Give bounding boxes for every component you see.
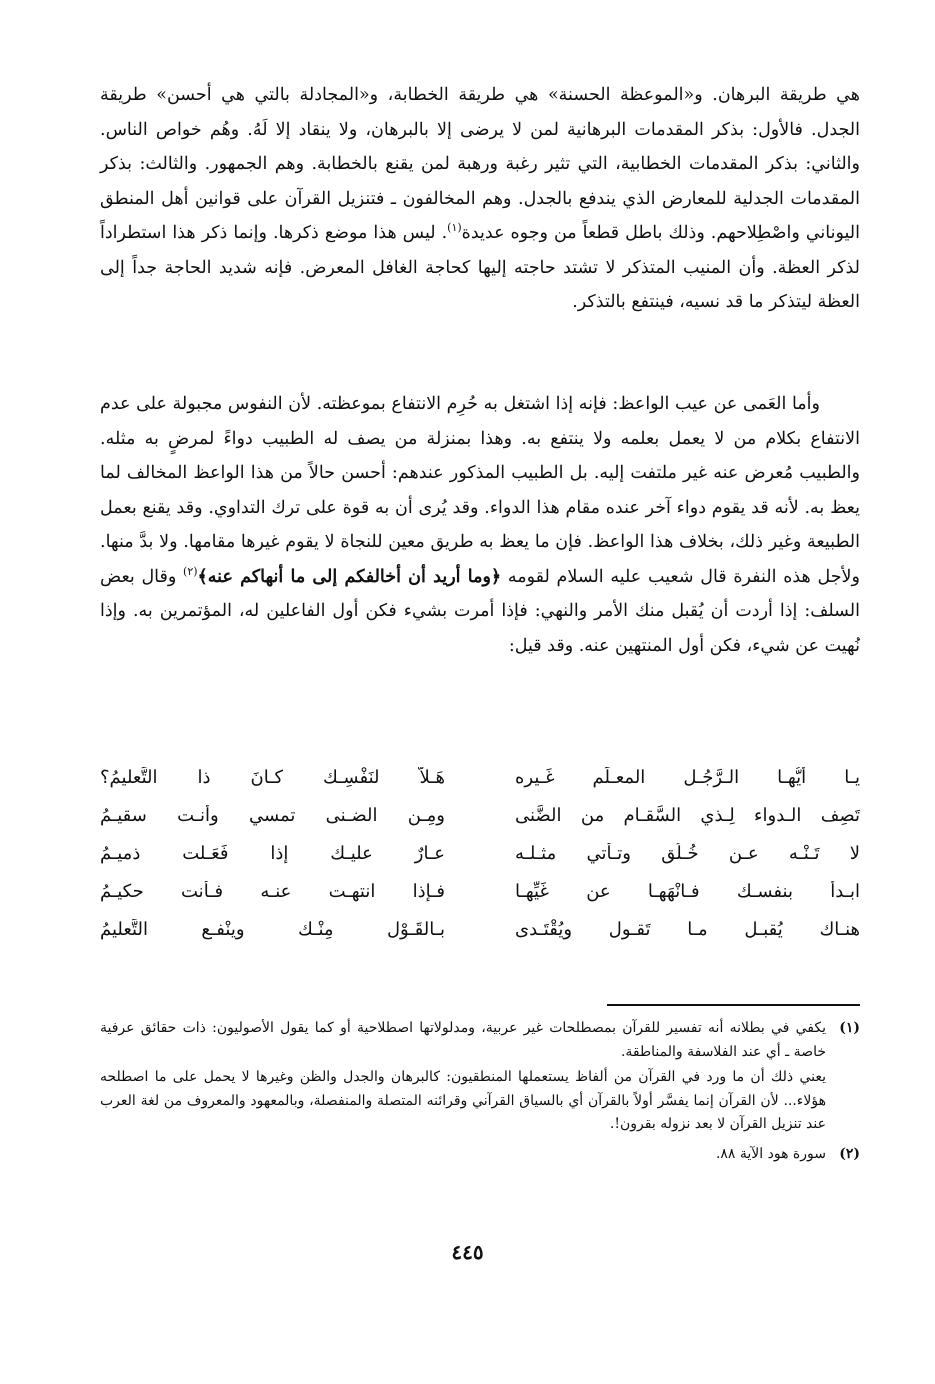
verse-right-hemistich: تَصِف الـدواء لِـذي السَّقـام من الضَّنى: [515, 804, 860, 826]
poem: [100, 758, 860, 948]
verse-left-hemistich: عـارٌ عليـك إذا فَعَـلت ذميـمُ: [100, 842, 445, 864]
verse-left-hemistich: ومِـن الضـنى تمسي وأنـت سقيـمُ: [100, 804, 445, 826]
paragraph-2: [100, 387, 860, 663]
verse-line: [100, 796, 860, 834]
verse-right-hemistich: هنـاك يُقبـل مـا تَقـول ويُقْتَـدى: [515, 918, 860, 940]
paragraph-1-text: هي طريقة البرهان. و«الموعظة الحسنة» هي طريقة الخطابة، و«المجادلة بالتي هي أحسن» طريقة الجدل. فالأول: بذكر المقدمات البرهانية لمن لا يرضى إلا بالبرهان، ولا ينقاد إلا لَهُ. وهُم خواص الناس. والثاني: بذكر المقدمات الخطابية، التي تثير رغبة ورهبة لمن يقنع بالخطابة. وهم الجمهور. والثالث: بذكر المقدمات الجدلية للمعارض الذي يندفع بالجدل. وهم المخالفون ـ فتنزيل القرآن على قوانين أهل المنطق اليوناني واصْطِلاحهم. وذلك باطل قطعاً من وجوه عديدة: [100, 85, 860, 243]
verse-right-hemistich: ابـدأ بنفسـك فـانْهَهـا عن غَيِّهـا: [515, 880, 860, 902]
footnote-1: [100, 1017, 860, 1139]
quran-quote: ﴿وما أريد أن أخالفكم إلى ما أنهاكم عنه﴾: [197, 566, 502, 587]
paragraph-1: [100, 78, 860, 320]
page-number: ٤٤٥: [451, 1240, 484, 1264]
verse-left-hemistich: فـإذا انتهـت عنـه فـأنت حكيـمُ: [100, 880, 445, 902]
footnote-paragraph: يكفي في بطلانه أنه تفسير للقرآن بمصطلحات غير عربية، ومدلولاتها اصطلاحية أو كما يقول الأصوليون: ذات حقائق عرفية خاصة ـ أي عند الفلاسفة والمناطقة.: [100, 1020, 826, 1060]
verse-left-hemistich: هَـلاَّ لنَفْسِـك كـانَ ذا التَّعليمُ؟: [100, 766, 445, 788]
footnote-separator: [607, 1004, 860, 1006]
footnote-body: [100, 1143, 826, 1169]
footnote-paragraph: سورة هود الآية ٨٨.: [715, 1145, 826, 1162]
footnote-ref-1[interactable]: (١): [447, 221, 462, 235]
verse-line: [100, 834, 860, 872]
verse-line: [100, 758, 860, 796]
footnote-2: [100, 1143, 860, 1169]
verse-right-hemistich: لا تَـنْـه عـن خُـلُق وتـأتي مثـلـه: [515, 842, 860, 864]
verse-line: [100, 910, 860, 948]
paragraph-2-text-b: وقال بعض السلف: إذا أردت أن يُقبل منك الأمر والنهي: فإذا أمرت بشيء فكن أول الفاعلين له، المؤتمرين به. وإذا نُهيت عن شيء، فكن أول المنتهين عنه. وقد قيل:: [100, 566, 860, 656]
footnote-number: (١): [839, 1020, 860, 1036]
footnote-ref-2[interactable]: (٢): [183, 564, 198, 578]
footnote-number: (٢): [839, 1145, 860, 1162]
verse-left-hemistich: بـالقَـوْل مِنْـك وينْفـع التَّعليمُ: [100, 918, 445, 940]
footnote-paragraph: يعني ذلك أن ما ورد في القرآن من ألفاظ يستعملها المنطقيون: كالبرهان والجدل والظن وغيرها لا يحمل على ما اصطلحه هؤلاء... لأن القرآن إنما يفسَّر أولاً بالقرآن أي بالسياق القرآني وقرائنه المتصلة والمنفصلة، وبالمعهود والمعروف من لغة العرب عند تنزيل القرآن لا بعد نزوله بقرون!.: [100, 1069, 826, 1132]
footnote-body: [100, 1017, 826, 1139]
paragraph-1-end: . ليس هذا موضع ذكرها. وإنما ذكر هذا استطراداً لذكر العظة. وأن المنيب المتذكر لا تشتد حاجته إليها كحاجة الغافل المعرض. فإنه شديد الحاجة جداً إلى العظة ليتذكر ما قد نسيه، فينتفع بالتذكر.: [100, 223, 860, 312]
verse-line: [100, 872, 860, 910]
verse-right-hemistich: يـا أيُّهـا الـرَّجُـل المعـلِّم غَـيره: [515, 766, 860, 788]
footnotes: [100, 1017, 860, 1172]
paragraph-2-text-a: وأما العَمى عن عيب الواعظ: فإنه إذا اشتغل به حُرِم الانتفاع بموعظته. لأن النفوس مجبولة على عدم الانتفاع بكلام من لا يعمل بعلمه ولا ينتفع به. وهذا بمنزلة من يصف له الطبيب دواءً لمرضٍ به مثله. والطبيب مُعرض عنه غير ملتفت إليه. بل الطبيب المذكور عندهم: أحسن حالاً من هذا الواعظ المخالف لما يعظ به. لأنه قد يقوم دواء آخر عنده مقام هذا الدواء. وقد يُرى أن به قوة على ترك التداوي. وقد يقنع بعمل الطبيعة وغير ذلك، بخلاف هذا الواعظ. فإن ما يعظ به طريق معين للنجاة لا يقوم غيرها مقامها. ولا بدَّ منها. ولأجل هذه النفرة قال شعيب عليه السلام لقومه: [100, 394, 860, 587]
